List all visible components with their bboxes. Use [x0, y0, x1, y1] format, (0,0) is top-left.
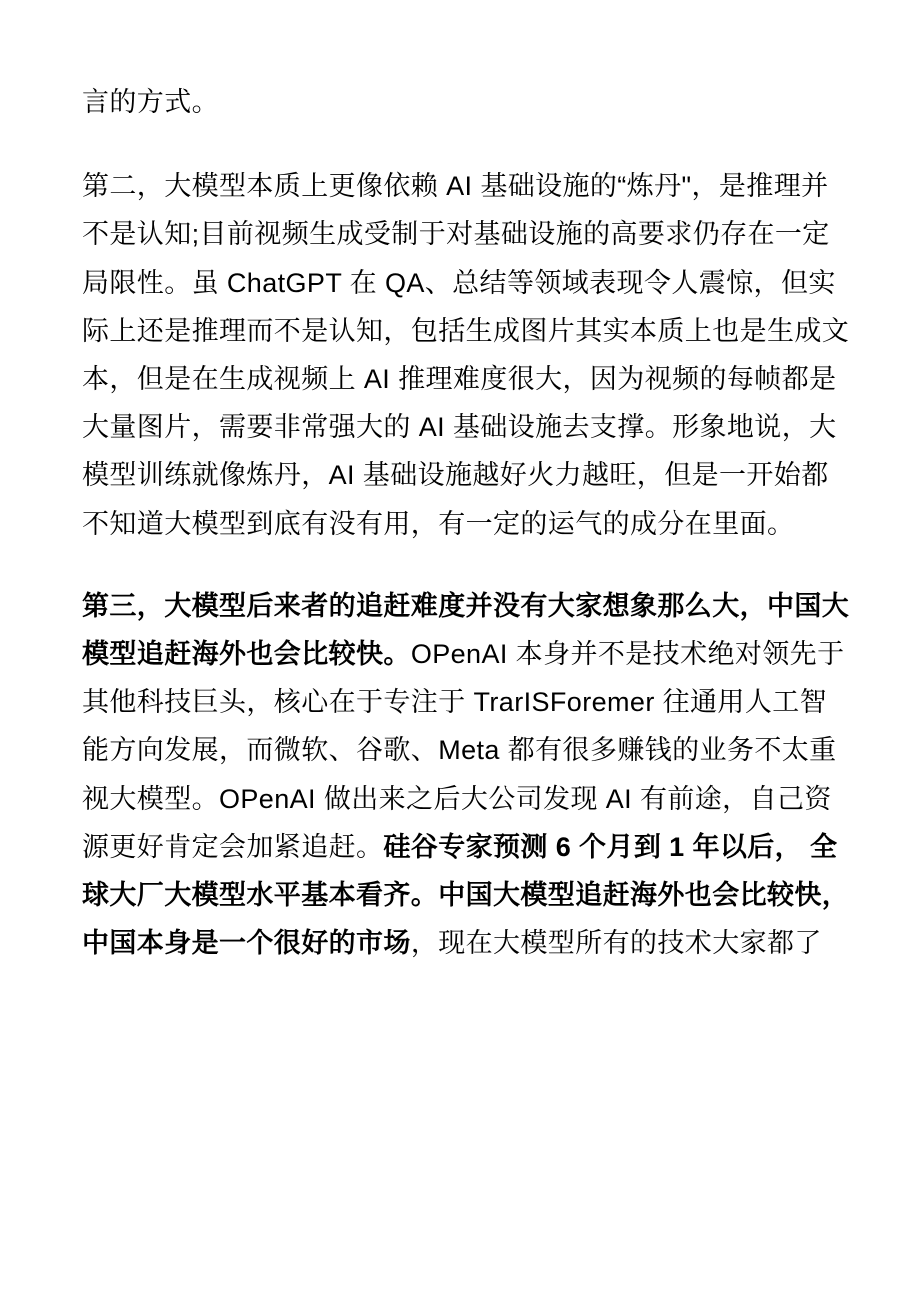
paragraph-continuation	[82, 78, 852, 126]
paragraph-third-point	[82, 582, 852, 968]
bold-heading-segment: 第三，大模型后来者的追赶难度并没有大家想象那么大，中国大模型追赶海外也会比较快。	[82, 590, 850, 670]
text-segment: 言的方式。	[82, 87, 219, 117]
text-segment: OPenAI 本身并不是技术绝对领先于其他科技巨头，核心在于专注于 TrarISForemer 往通用人工智能方向发展，而微软、谷歌、Meta 都有很多赚钱的业务不太重视大模型。OPenAI 做出来之后大公司发现 AI 有前途，自己资源更好肯定会加紧追赶。	[82, 639, 845, 862]
bold-prediction-segment: 硅谷专家预测 6 个月到 1 年以后， 全球大厂大模型水平基本看齐。中国大模型追赶海外也会比较快，中国本身是一个很好的市场	[82, 831, 850, 959]
paragraph-second-point	[82, 162, 852, 548]
text-segment: 第二，大模型本质上更像依赖 AI 基础设施的“炼丹"，是推理并不是认知;目前视频生成受制于对基础设施的高要求仍存在一定局限性。虽 ChatGPT 在 QA、总结等领域表现令人震惊，但实际上还是推理而不是认知，包括生成图片其实本质上也是生成文本，但是在生成视频上 AI 推理难度很大，因为视频的每帧都是大量图片，需要非常强大的 AI 基础设施去支撑。形象地说，大模型训练就像炼丹，AI 基础设施越好火力越旺，但是一开始都不知道大模型到底有没有用，有一定的运气的成分在里面。	[82, 171, 850, 539]
document-page	[82, 78, 852, 1001]
text-segment: ，现在大模型所有的技术大家都了	[410, 928, 822, 959]
